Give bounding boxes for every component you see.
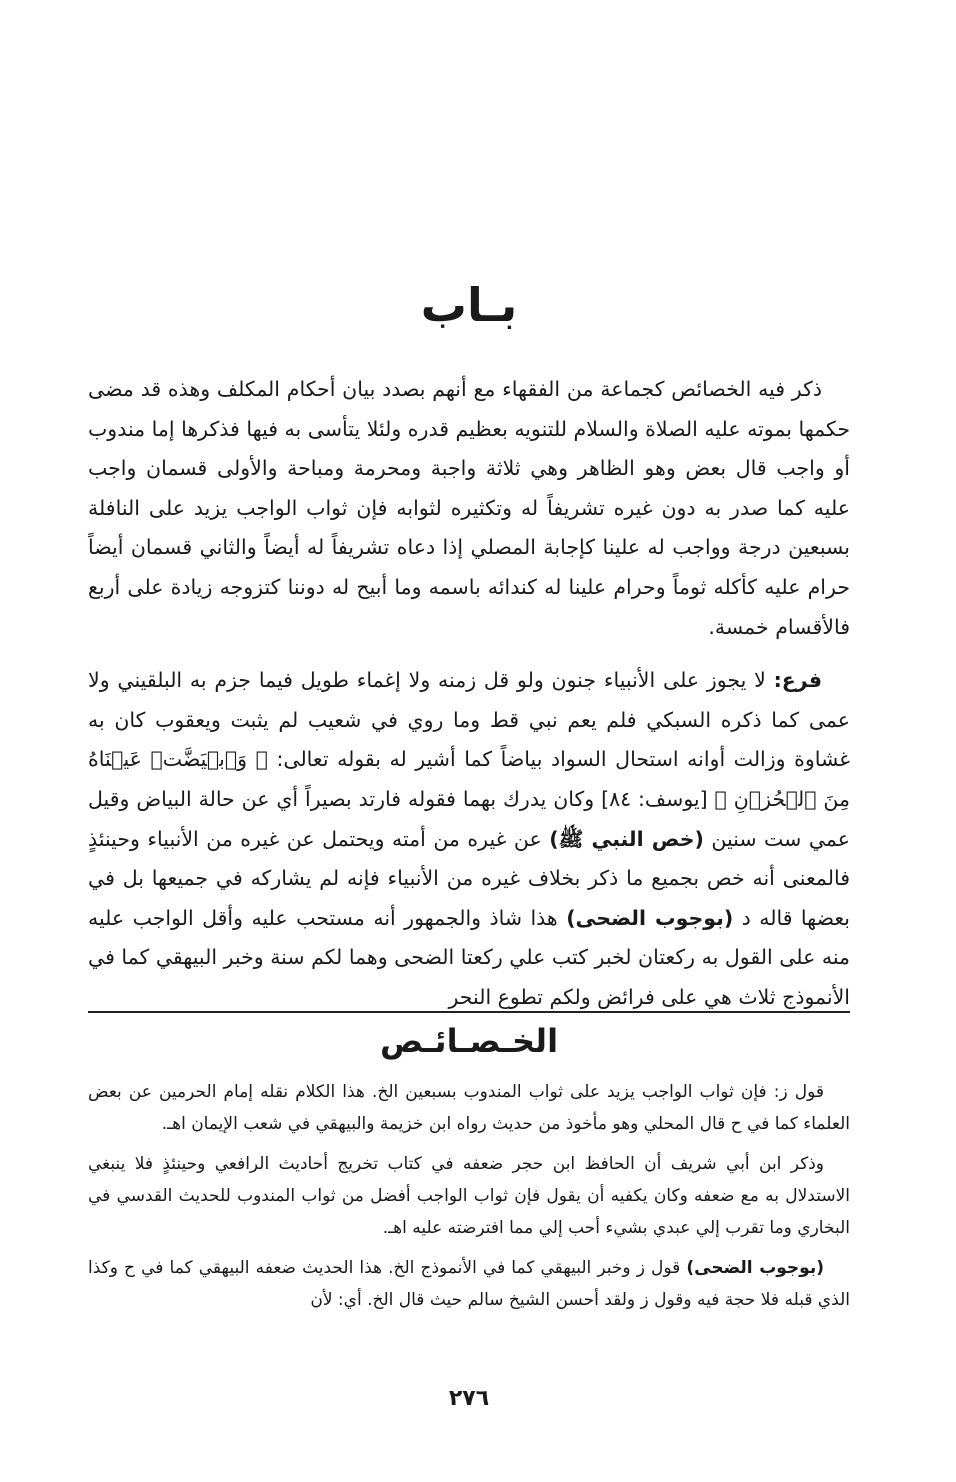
paragraph-text: لا يجوز على الأنبياء جنون ولو قل زمنه ولا إغماء طويل فيما جزم به البلقيني ولا عمى كما ذكره السبكي فلم يعم نبي قط وما روي في شعيب لم يثبت ويعقوب كان به غشاوة وزالت أوانه استحال السواد بياضاً كما أشير له بقوله تعالى: ﴿ وَٱبۡيَضَّتۡ عَيۡنَاهُ مِنَ ٱلۡحُزۡنِ ﴾ [يوسف: ٨٤] وكان يدرك بهما فقوله فارتد بصيراً أي عن حالة البياض وقيل عمي ست سنين bbox=[88, 668, 851, 851]
commentary-title: الخـصـائـص bbox=[379, 1022, 559, 1060]
commentary-paragraph-2: وذكر ابن أبي شريف أن الحافظ ابن حجر ضعفه في كتاب تخريج أحاديث الرافعي وحينئذٍ فلا ينبغي الاستدلال به مع ضعفه وكان يكفيه أن يقول فإن ثواب الواجب أفضل من ثواب المندوب للحديث القدسي في البخاري وما تقرب إلي عبدي بشيء أحب إلي مما افترضته عليه اهـ. bbox=[88, 1154, 850, 1238]
quoted-phrase: (بوجوب الضحى) bbox=[686, 1258, 824, 1278]
paragraph-text: عن غيره من أمته ويحتمل عن غيره من الأنبياء وحينئذٍ فالمعنى أنه خص بجميع ما ذكر بخلاف غيره من الأنبياء فإنه لم يشاركه في جميعها بل في بعضها قاله د bbox=[88, 826, 850, 930]
paragraph-text: قول ز وخبر البيهقي كما في الأنموذج الخ. هذا الحديث ضعفه البيهقي كما في ح وكذا الذي قبله فلا حجة فيه وقول ز ولقد أحسن الشيخ سالم حيث قال الخ. أي: لأن bbox=[88, 1258, 850, 1310]
quoted-phrase: (خص النبي ﷺ) bbox=[549, 826, 704, 851]
footnote-divider bbox=[88, 1011, 850, 1013]
commentary-paragraph-1: قول ز: فإن ثواب الواجب يزيد على ثواب المندوب بسبعين الخ. هذا الكلام نقله إمام الحرمين عن بعض العلماء كما في ح قال المحلي وهو مأخوذ من حديث رواه ابن خزيمة والبيهقي في شعب الإيمان اهـ. bbox=[88, 1082, 850, 1134]
quoted-phrase: (بوجوب الضحى) bbox=[566, 905, 734, 930]
main-text bbox=[88, 370, 850, 1018]
main-paragraph-1: ذكر فيه الخصائص كجماعة من الفقهاء مع أنهم بصدد بيان أحكام المكلف وهذه قد مضى حكمها بموته عليه الصلاة والسلام للتنويه بعظيم قدره ولئلا يتأسى به فيها فذكرها إما مندوب أو واجب قال بعض وهو الظاهر وهي ثلاثة واجبة ومحرمة ومباحة والأولى قسمان واجب عليه كما صدر به دون غيره تشريفاً له وتكثيره لثوابه فإن ثواب الواجب يزيد على النافلة بسبعين درجة وواجب له علينا كإجابة المصلي إذا دعاه تشريفاً له أيضاً والثاني قسمان أيضاً حرام عليه كأكله ثوماً وحرام علينا له كندائه باسمه وما أبيح له دوننا كتزوجه زيادة على أربع فالأقسام خمسة. bbox=[88, 377, 850, 639]
branch-label: فرع: bbox=[773, 668, 822, 693]
commentary-paragraph-3 bbox=[88, 1252, 850, 1316]
main-paragraph-2 bbox=[88, 661, 850, 1017]
commentary-text bbox=[88, 1076, 850, 1324]
page-number: ٢٧٦ bbox=[448, 1386, 490, 1411]
paragraph-text: هذا شاذ والجمهور أنه مستحب عليه وأقل الواجب عليه منه على القول به ركعتان لخبر كتب علي ركعتا الضحى وهما لكم سنة وخبر البيهقي كما في الأنموذج ثلاث هي على فرائض ولكم تطوع النحر bbox=[88, 905, 850, 1009]
chapter-title: بـاب bbox=[420, 278, 518, 332]
